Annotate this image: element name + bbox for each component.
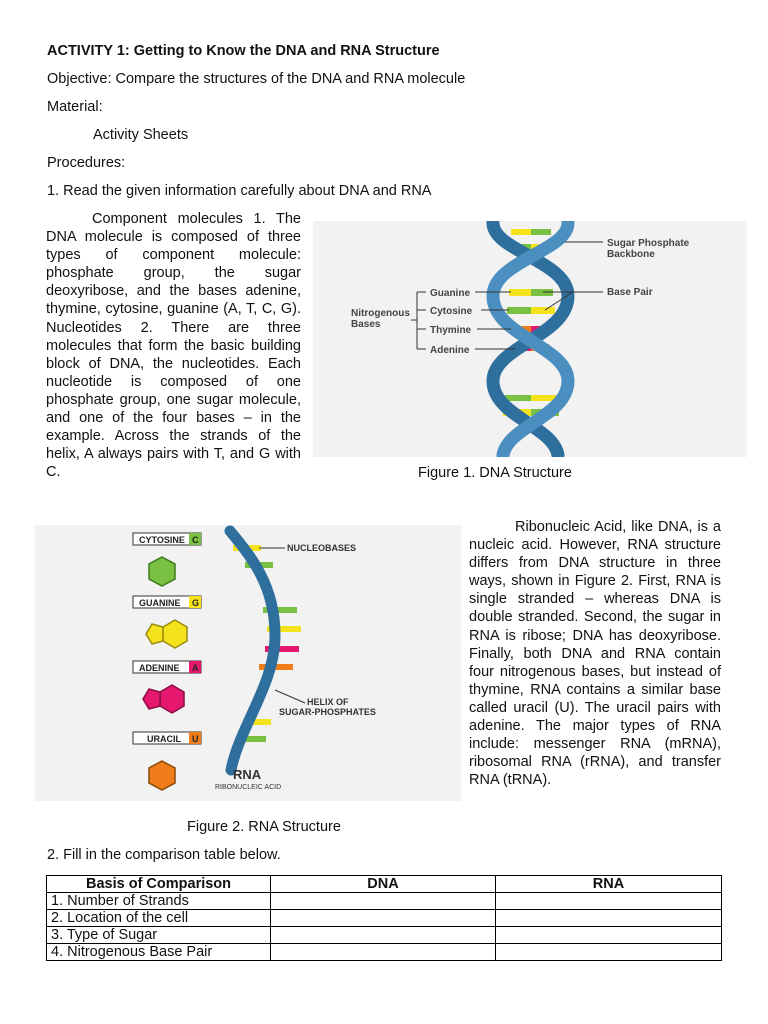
adenine-molecule-icon	[160, 685, 184, 713]
label-nucleobases: NUCLEOBASES	[287, 543, 357, 553]
figure-2-caption: Figure 2. RNA Structure	[187, 819, 341, 835]
cytosine-molecule-icon	[149, 557, 175, 586]
label-bases: Bases	[351, 319, 381, 330]
material-item: Activity Sheets	[93, 127, 189, 143]
label-rna: RNA	[233, 767, 262, 782]
step-1-text: 1. Read the given information carefully about DNA and RNA	[47, 183, 432, 199]
label-cytosine: Cytosine	[430, 306, 473, 317]
letter-a: A	[192, 663, 199, 673]
label-rna-uracil: URACIL	[147, 734, 181, 744]
table-header-row	[47, 876, 722, 893]
guanine-molecule-icon	[163, 620, 187, 648]
label-rna-cytosine: CYTOSINE	[139, 535, 185, 545]
procedures-label: Procedures:	[47, 155, 126, 171]
label-base-pair: Base Pair	[607, 287, 653, 298]
step-2-text: 2. Fill in the comparison table below.	[47, 847, 281, 863]
rna-diagram	[35, 525, 461, 801]
table-row	[47, 927, 722, 944]
dna-helix-diagram	[313, 221, 747, 457]
table-row	[47, 893, 722, 910]
rna-structure-figure	[35, 525, 461, 801]
label-adenine: Adenine	[430, 345, 470, 356]
rna-cell[interactable]	[496, 944, 722, 961]
rna-paragraph: Ribonucleic Acid, like DNA, is a nucleic acid. However, RNA structure differs from DNA structure in three ways, shown in Figure 2. First, RNA is single stranded – whereas DNA is double stranded. Second, the sugar in RNA is ribose; DNA has deoxyribose. Finally, both DNA and RNA contain four nitrogenous bases, but instead of thymine, RNA contains a similar base called uracil (U). The uracil pairs with adenine. The major types of RNA include: messenger RNA (mRNA), ribosomal RNA (rRNA), and transfer RNA (tRNA).	[469, 519, 721, 789]
letter-g: G	[192, 598, 200, 608]
page-title: ACTIVITY 1: Getting to Know the DNA and RNA Structure	[47, 43, 440, 59]
dna-cell[interactable]	[271, 927, 496, 944]
header-rna: RNA	[496, 876, 722, 893]
letter-u: U	[192, 734, 199, 744]
rna-cell[interactable]	[496, 893, 722, 910]
comparison-table	[46, 875, 722, 961]
header-basis: Basis of Comparison	[47, 876, 271, 893]
table-row	[47, 910, 722, 927]
figure-1-caption: Figure 1. DNA Structure	[418, 465, 572, 481]
dna-structure-figure	[313, 221, 747, 457]
dna-cell[interactable]	[271, 893, 496, 910]
label-sugar-phosphate: Sugar Phosphate	[607, 238, 690, 249]
dna-paragraph: Component molecules 1. The DNA molecule is composed of three types of component molecule: phosphate group, the sugar deoxyribose, and the bases adenine, thymine, cytosine, guanine (A, T, C, G). Nucleotides 2. There are three molecules that form the basic building block of DNA, the nucleotides. Each nucleotide is composed of one phosphate group, one sugar molecule, and one of the four bases – in the example. Across the strands of the helix, A always pairs with T, and G with C.	[46, 211, 301, 481]
objective-text: Objective: Compare the structures of the DNA and RNA molecule	[47, 71, 466, 87]
label-helix-of: HELIX OF	[307, 697, 349, 707]
letter-c: C	[192, 535, 199, 545]
table-row	[47, 944, 722, 961]
row-label: 4. Nitrogenous Base Pair	[47, 944, 271, 961]
rna-cell[interactable]	[496, 910, 722, 927]
label-rna-adenine: ADENINE	[139, 663, 180, 673]
label-sugar-phosphates: SUGAR-PHOSPHATES	[279, 707, 376, 717]
row-label: 3. Type of Sugar	[47, 927, 271, 944]
uracil-molecule-icon	[149, 761, 175, 790]
label-nitrogenous: Nitrogenous	[351, 308, 410, 319]
label-ribonucleic-acid: RIBONUCLEIC ACID	[215, 784, 282, 791]
row-label: 1. Number of Strands	[47, 893, 271, 910]
label-guanine: Guanine	[430, 288, 471, 299]
label-thymine: Thymine	[430, 325, 472, 336]
header-dna: DNA	[271, 876, 496, 893]
dna-cell[interactable]	[271, 944, 496, 961]
label-rna-guanine: GUANINE	[139, 598, 181, 608]
material-label: Material:	[47, 99, 103, 115]
dna-backbone-strand-2	[493, 223, 568, 455]
rna-cell[interactable]	[496, 927, 722, 944]
row-label: 2. Location of the cell	[47, 910, 271, 927]
label-backbone: Backbone	[607, 249, 655, 260]
dna-cell[interactable]	[271, 910, 496, 927]
